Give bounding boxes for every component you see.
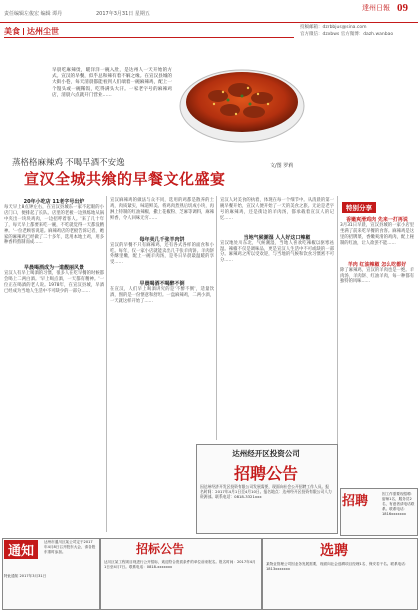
notice-ad-footer: 特此通知 2017年3月31日: [4, 574, 47, 578]
section-divider: [23, 28, 24, 35]
section-header: [4, 26, 59, 37]
column-3-heading: 当地气候潮湿 人人好这口辣椒: [243, 234, 311, 241]
issue-date: 2017年3月31日 星期五: [96, 11, 150, 17]
notice-ad-body: 达州市通川区某公司定于2017年4月8日召开股东大会，请各股东准时参加。: [44, 540, 96, 554]
hero-intro-text: 早晨吃麻辣烫，暖洋洋一碗入肚，是达州人一天开始的方式。宣汉的早餐，似乎总和辣有着不解之缘。在宣汉县城的大街小巷，每天清晨都能看到人们端着一碗麻辣鸡，配上一个馒头或一碗稀饭，吃得满头大汗。一家老字号的麻辣鸡店，清晨六点就开门营业……: [52, 68, 172, 98]
selection-ad-body: 某物业管理公司因业务发展需要，现面向社会选聘项目经理1名、保安若干名。联系电话：1813xxxxxxx: [266, 562, 409, 571]
special-share-badge: 特别分享: [342, 202, 376, 213]
selection-ad-title: 选聘: [320, 544, 348, 559]
column-1-text-2: 宣汉人有早上喝酒的习惯，很多人在吃早餐的时候都会喝上二两白酒。'早上喝点酒，一天都有精神。'一位正在喝酒的老人说。1978年，在宣汉县城，早酒已经成为当地人生活中不可缺少的一部分……: [4, 271, 104, 295]
column-3-text: 宣汉人对美食的执着，体现在每一个细节中。从清晨的第一碗早餐开始，宣汉人便开始了一天的美食之旅。无论是老字号的麻辣鸡，还是街边的羊肉汤，都承载着宣汉人的记忆……: [220, 198, 334, 221]
column-2-text-2: 宣汉的早餐不只有麻辣鸡，还有各式各样的面食和小吃。每年，仅一家小店就能卖出几千张羊肉饼。羊肉饼外酥里嫩，配上一碗羊肉汤，是冬日早晨最温暖的享受……: [110, 242, 214, 266]
recruitment-ad-title: 招聘公告: [233, 466, 298, 483]
notice-ad-title: 通知: [4, 540, 38, 559]
contact-block: [300, 24, 416, 38]
side-heading-2: 羊肉 红油辣椒 怎么吃都好: [347, 261, 407, 268]
hiring-ad-title: 招聘: [342, 493, 369, 508]
tender-ad-body: 达川区某工程项目现进行公开招标，欢迎符合资质条件的单位前来报名。报名时间：2017年4月1日至4月7日。联系电话：0818-xxxxxxx: [104, 560, 256, 569]
side-text-2: 除了麻辣鸡，宣汉的羊肉也是一绝。羊肉汤、羊肉饼、红油羊肉，每一种都有独特的风味……: [340, 267, 414, 285]
article-headline: 宣汉全城共飨的早餐文化盛宴: [24, 172, 226, 188]
side-text-1: 3月31日早晨，宣汉县城的一家小店里坐满了前来吃早餐的食客。麻辣鸡是这里的招牌菜，香嫩爽滑的鸡肉，配上秘制的红油，让人欲罢不能……: [340, 223, 414, 246]
column-2-text-3: 在宣汉，人们早上喝酒讲究的是'不醉不倒'，适量饮酒，图的是一份惬意和舒坦。一盘麻辣鸡，二两小酒，一天就这样开始了……: [110, 287, 214, 305]
column-2-text: 宣汉麻辣鸡的做法与众不同，选用的鸡都是散养的土鸡，肉质紧实，味道鲜美。将鸡肉煮熟后切成小块，再淋上特制的红油辣椒，撒上花椒粉、芝麻等调料，麻辣鲜香，令人回味无穷……: [110, 198, 214, 221]
spicy-chicken-photo: [178, 44, 306, 164]
contact-social: 官方微信：dzxbws 官方微博：dazh.wanbao: [300, 32, 394, 37]
editor-label: 责任编辑: [4, 11, 25, 17]
column-divider: [337, 196, 338, 486]
section-name: 美食: [4, 27, 20, 36]
article-column-2: [110, 198, 214, 305]
column-1-text: 每天早上8点钟左右，在宣汉县城东一家不起眼的小店门口，便排起了长队。店里的老板一边熟练地从锅中夹出一块块鸡肉，一边招呼着客人。'来了几十年了，每天早上都要来吃一碗，不吃就觉得一天都没精神。'一位老顾客说道。麻辣鸡店的老板告诉记者，她家的麻辣鸡已经做了二十多年，选用本地土鸡，用多种香料熬制而成……: [4, 205, 105, 246]
tender-ad-title: 招标公告: [136, 542, 185, 556]
masthead-logo: 達州日報: [362, 4, 390, 12]
article-column-1: [4, 198, 104, 295]
column-divider: [216, 196, 217, 440]
recruitment-ad-company: 达州经开区投资公司: [232, 449, 300, 458]
editor-names: 左俊宏 编辑 谭丹: [24, 11, 63, 17]
column-1-heading: 20年小吃店 11老字号出炉: [23, 199, 85, 205]
column-2-heading-2: 早晨喝酒不喝醉不倒: [139, 281, 185, 288]
hiring-ad-body: 因工作需要现招聘：厨师1名，服务员2名，有意者请电话联系。联系电话：1816xxxxxxx: [382, 492, 415, 516]
section-rule: [4, 37, 294, 38]
page-header-bar: [0, 0, 418, 23]
contact-email: 投稿邮箱：dzrbbjus@sina.com: [300, 25, 367, 30]
article-byline: 文/图 罗莉: [270, 163, 294, 169]
column-2-heading: 每年卖几千张羊肉饼: [139, 236, 185, 243]
side-column: [340, 216, 414, 285]
page-number: 09: [397, 2, 408, 14]
recruitment-ad-body: 因达州经济开发区投资有限公司发展需要，现面向社会公开招聘工作人员。报名时间：2017年4月1日至4月10日。报名地点：达州经开区投资有限公司人力资源部。联系电话：0818-3321xxx: [200, 484, 332, 500]
section-subname: 达州尘世: [27, 27, 59, 36]
article-subhead: 蒸格格麻辣鸡 不喝早酒不安逸: [12, 157, 125, 167]
side-heading-1: 香嫩爽滑鸡肉 先来一打再说: [346, 217, 408, 223]
article-column-3: [220, 198, 334, 264]
column-divider: [106, 196, 107, 532]
column-1-heading-2: 早晨喝酒成为一道靓丽风景: [23, 265, 84, 272]
column-3-text-2: 宣汉地处川东北，气候潮湿，当地人喜欢吃辣椒以驱寒祛湿。辣椒不仅是调味品，更是宣汉人生活中不可或缺的一部分。麻辣鸡之所以受欢迎，与当地的气候和饮食习惯密不可分……: [220, 240, 334, 264]
